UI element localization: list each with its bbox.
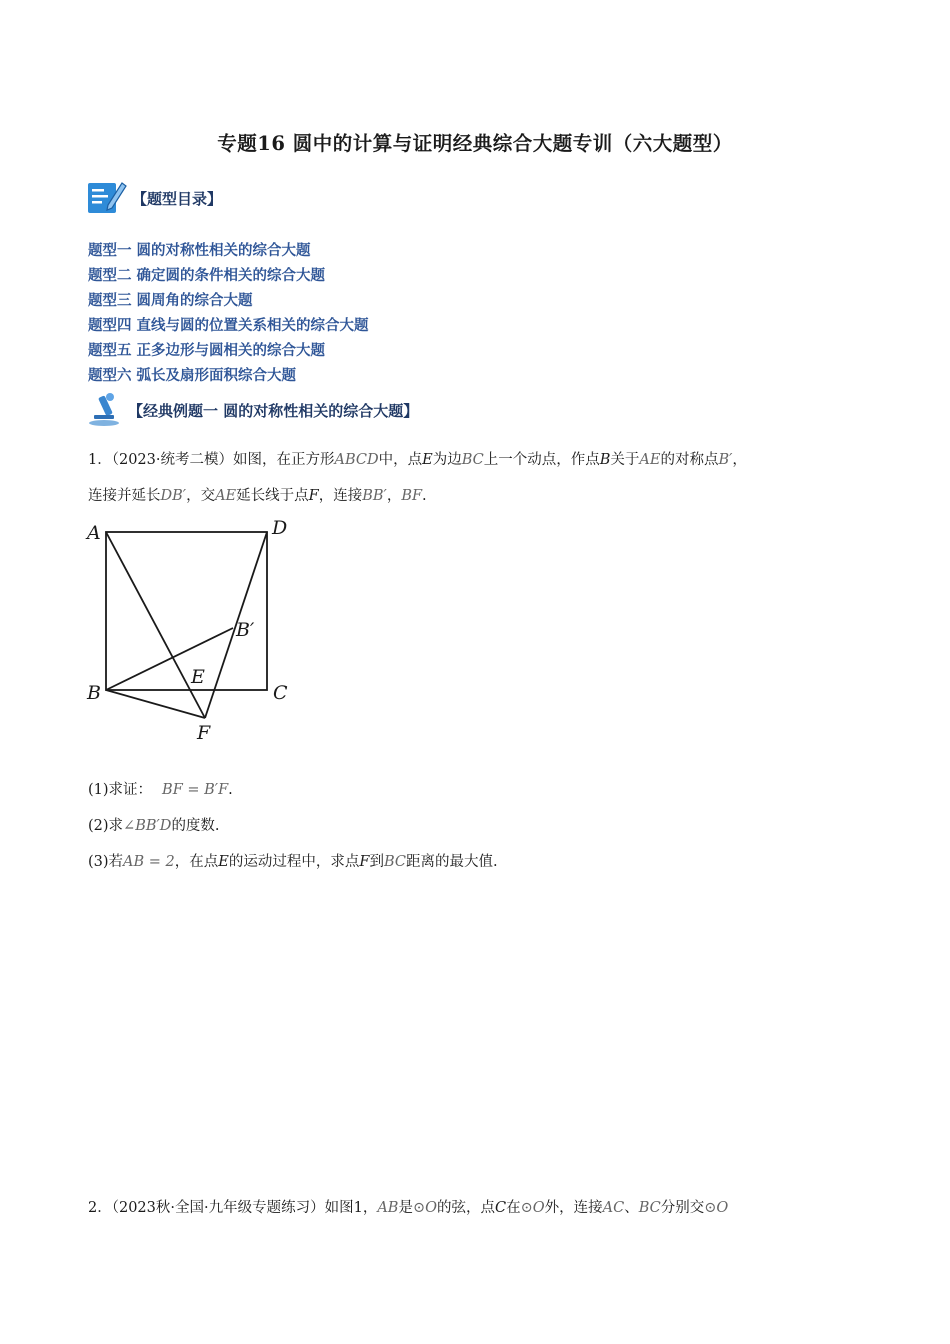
catalog-label: 【题型目录】 — [132, 189, 223, 208]
catalog-list — [88, 240, 369, 390]
label-bp: B′ — [236, 619, 255, 641]
page-title: 专题16 圆中的计算与证明经典综合大题专训（六大题型） — [217, 132, 733, 155]
catalog-item[interactable]: 题型六 弧长及扇形面积综合大题 — [88, 368, 297, 384]
example-header — [86, 392, 418, 428]
pencil-note-icon — [86, 177, 128, 219]
question-1-part-3: (3)若AB = 2，在点E的运动过程中，求点F到BC距离的最大值. — [88, 854, 498, 870]
catalog-item[interactable]: 题型四 直线与圆的位置关系相关的综合大题 — [88, 318, 369, 334]
geometry-figure — [84, 512, 304, 751]
segment-bf — [106, 690, 205, 718]
catalog-item[interactable]: 题型五 正多边形与圆相关的综合大题 — [88, 343, 326, 359]
question-1-line-1: 1．（2023·统考二模）如图，在正方形ABCD中，点E为边BC上一个动点，作点B关于AE的对称点B′， — [88, 452, 747, 468]
label-a: A — [87, 522, 101, 544]
label-e: E — [191, 666, 205, 688]
question-2-line-1: 2．（2023秋·全国·九年级专题练习）如图1，AB是⊙O的弦，点C在⊙O外，连接AC、BC分别交⊙O — [88, 1200, 729, 1216]
microscope-icon — [86, 390, 126, 430]
question-1-line-2: 连接并延长DB′，交AE延长线于点F，连接BB′，BF. — [88, 488, 427, 504]
catalog-header — [86, 178, 222, 218]
question-1-part-2: (2)求∠BB′D的度数. — [88, 818, 220, 834]
example-label: 【经典例题一 圆的对称性相关的综合大题】 — [128, 401, 419, 420]
catalog-item[interactable]: 题型二 确定圆的条件相关的综合大题 — [88, 268, 326, 284]
catalog-item[interactable]: 题型三 圆周角的综合大题 — [88, 293, 253, 309]
catalog-item[interactable]: 题型一 圆的对称性相关的综合大题 — [88, 243, 311, 259]
label-b: B — [87, 682, 101, 704]
segment-bbp — [106, 628, 233, 690]
label-f: F — [197, 722, 211, 744]
label-d: D — [272, 517, 288, 539]
square-abcd — [106, 532, 267, 690]
question-1-part-1: (1)求证： BF = B′F. — [88, 782, 233, 798]
label-c: C — [273, 682, 288, 704]
